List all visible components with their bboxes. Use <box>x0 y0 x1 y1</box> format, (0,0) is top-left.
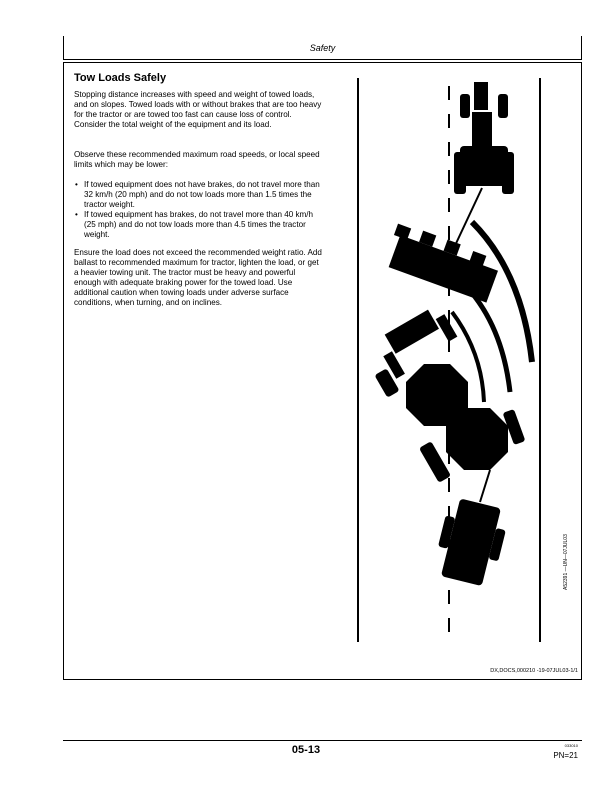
list-item <box>74 180 324 210</box>
bullet-text: If towed equipment has brakes, do not travel more than 40 km/h (25 mph) and do not tow loads more than 4.5 times the tractor weight. <box>84 210 314 239</box>
paragraph-road-speeds: Observe these recommended maximum road speeds, or local speed limits which may be lower: <box>74 150 320 169</box>
document-reference: DX,DOCS,000210 -19-07JUL03-1/1 <box>490 668 578 674</box>
speed-limits-list <box>74 180 324 240</box>
header-title: Safety <box>309 43 336 53</box>
tractor-top-icon <box>454 82 514 194</box>
section-title: Tow Loads Safely <box>74 72 167 84</box>
paragraph-weight-ratio: Ensure the load does not exceed the recommended weight ratio. Add ballast to recommended maximum for tractor, lighten the load, or get a heavier towing unit. The tractor must be heavy and powerful enough with adequate braking power for the towed load. Use additional caution when towing loads under adverse surface conditions, when turning, and on inclines. <box>74 248 322 307</box>
footer-divider <box>63 740 582 741</box>
list-item <box>74 210 324 240</box>
footer-code: 033010 <box>564 743 578 748</box>
bullet-icon: • <box>75 180 78 189</box>
page-header <box>63 36 582 60</box>
bullet-text: If towed equipment does not have brakes, do not travel more than 32 km/h (20 mph) and do not tow loads more than 1.5 times the tractor weight. <box>84 180 320 209</box>
hitch-line <box>452 188 482 252</box>
bullet-icon: • <box>75 210 78 219</box>
towing-illustration <box>352 72 552 652</box>
wagon-bottom-icon <box>431 496 511 589</box>
paragraph-stopping-distance: Stopping distance increases with speed and weight of towed loads, and on slopes. Towed loads with or without brakes that are too heavy for the tractor or are towed too fast can cause loss of control. Consider the total weight of the equipment and its load. <box>74 90 322 129</box>
illustration-code: A52391 —UN—07JUL03 <box>563 534 569 590</box>
pn-number: PN=21 <box>553 751 578 760</box>
trailer-octagon-icon <box>446 408 508 470</box>
page-number: 05-13 <box>291 744 321 756</box>
hitch-line <box>480 470 490 502</box>
